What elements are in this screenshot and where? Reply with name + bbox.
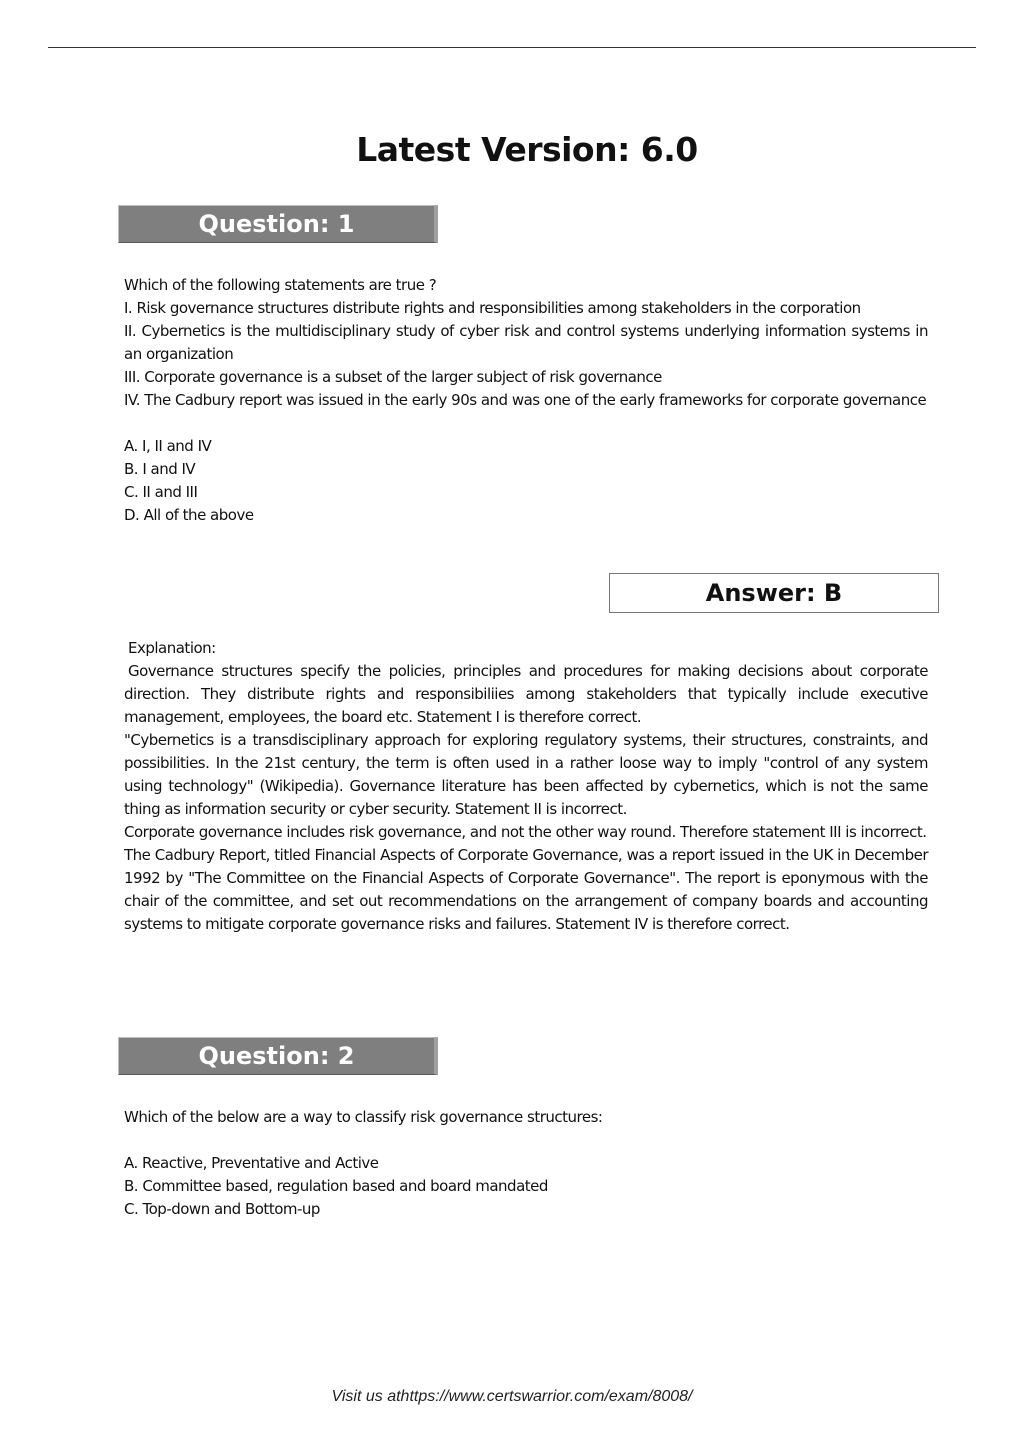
explanation-paragraph-1: Governance structures specify the policies, principles and procedures for making decisions about corporate direction. They distribute rights and responsibiliies among stakeholders that typically include executive management, employees, the board etc. Statement I is therefore correct. [124,662,928,726]
question-1-option-b: B. I and IV [124,460,196,478]
top-divider [48,47,976,48]
question-1-stem: Which of the following statements are true ? [124,276,437,294]
explanation-label: Explanation: [128,639,216,657]
question-1-statement-1: I. Risk governance structures distribute rights and responsibilities among stakeholders in the corporation [124,299,861,317]
question-1-option-d: D. All of the above [124,506,254,524]
question-2-option-b: B. Committee based, regulation based and board mandated [124,1177,548,1195]
question-1-body [124,274,928,527]
question-1-option-c: C. II and III [124,483,198,501]
question-1-header: Question: 1 [118,205,438,243]
explanation-paragraph-2: "Cybernetics is a transdisciplinary approach for exploring regulatory systems, their structures, constraints, and possibilities. In the 21st century, the term is often used in a rather loose way to imply "control of any system using technology" (Wikipedia). Governance literature has been affected by cybernetics, which is not the same thing as information security or cyber security. Statement II is incorrect. [124,731,928,818]
page-title: Latest Version: 6.0 [356,130,698,169]
question-1-answer: Answer: B [609,573,939,613]
explanation-paragraph-4: The Cadbury Report, titled Financial Aspects of Corporate Governance, was a report issued in the UK in December 1992 by "The Committee on the Financial Aspects of Corporate Governance". The report is eponymous with the chair of the committee, and set out recommendations on the arrangement of company boards and accounting systems to mitigate corporate governance risks and failures. Statement IV is therefore correct. [124,846,928,933]
footer-link[interactable]: Visit us athttps://www.certswarrior.com/exam/8008/ [331,1388,693,1405]
question-1-explanation [124,637,928,936]
question-1-statement-4: IV. The Cadbury report was issued in the early 90s and was one of the early frameworks for corporate governance [124,391,927,409]
question-2-stem: Which of the below are a way to classify risk governance structures: [124,1108,603,1126]
question-1-statement-2: II. Cybernetics is the multidisciplinary study of cyber risk and control systems underlying information systems in an organization [124,322,928,363]
question-1-option-a: A. I, II and IV [124,437,212,455]
question-2-option-c: C. Top-down and Bottom-up [124,1200,320,1218]
question-1-statement-3: III. Corporate governance is a subset of the larger subject of risk governance [124,368,662,386]
question-2-option-a: A. Reactive, Preventative and Active [124,1154,379,1172]
question-2-body [124,1106,928,1221]
question-2-header: Question: 2 [118,1037,438,1075]
explanation-paragraph-3: Corporate governance includes risk governance, and not the other way round. Therefore statement III is incorrect. [124,823,927,841]
